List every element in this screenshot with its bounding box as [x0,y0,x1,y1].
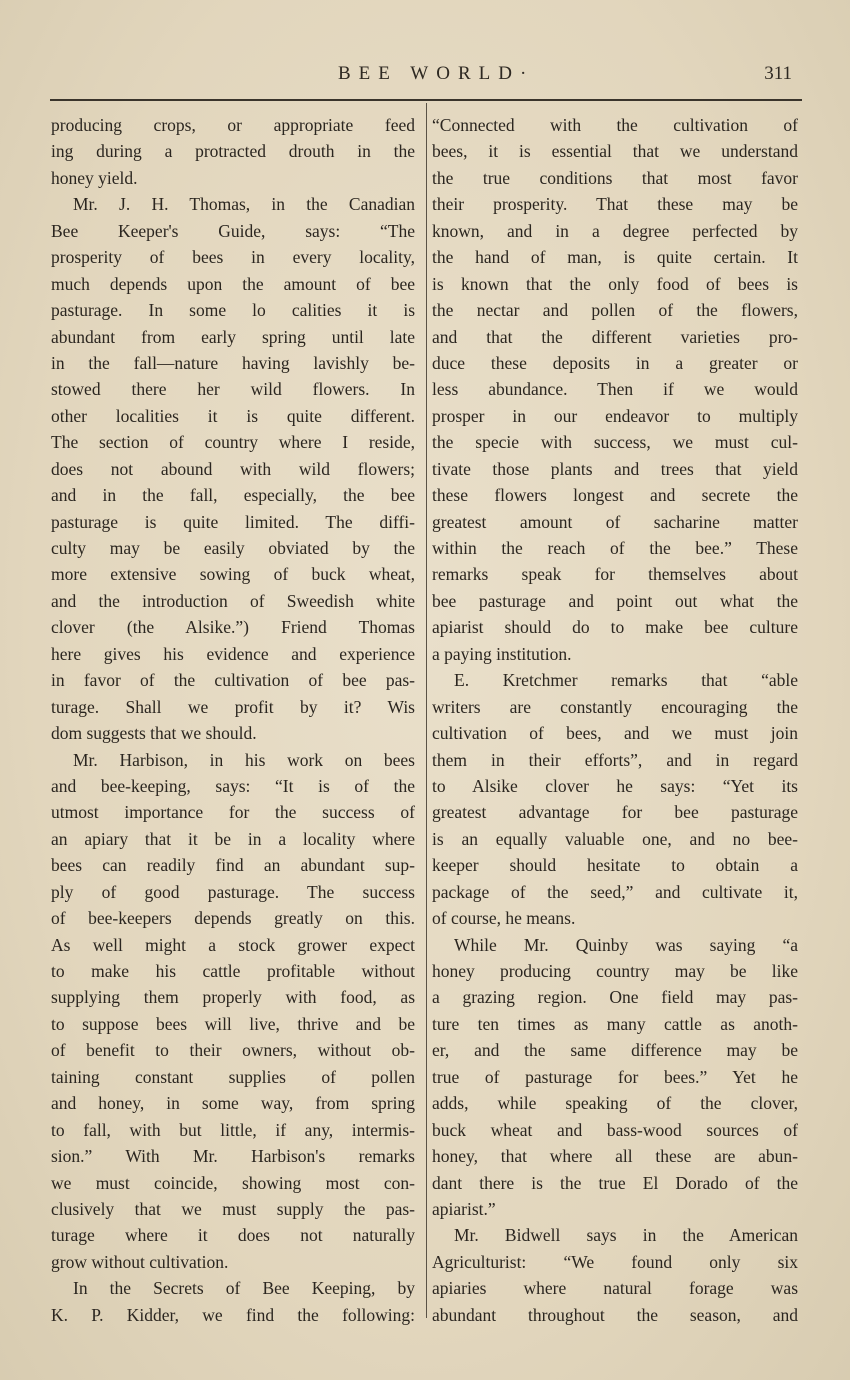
text-line: remarks speak for themselves about [432,564,798,585]
text-line: and bee-keeping, says: “It is of the [51,775,415,796]
text-line: K. P. Kidder, we find the following: [51,1304,415,1325]
text-line: here gives his evidence and experience [51,643,415,664]
text-line: the true conditions that most favor [432,167,798,188]
right-column [432,112,798,1328]
text-line: apiaries where natural forage was [432,1278,798,1299]
text-line: does not abound with wild flowers; [51,458,415,479]
text-line: prosperity of bees in every locality, [51,247,415,268]
header-rule [50,99,802,101]
text-line: ture ten times as many cattle as anoth- [432,1013,798,1034]
text-line: duce these deposits in a greater or [432,352,798,373]
text-line: In the Secrets of Bee Keeping, by [73,1278,415,1299]
text-line: known, and in a degree perfected by [432,220,798,241]
text-line: er, and the same difference may be [432,1040,798,1061]
text-line: and honey, in some way, from spring [51,1093,415,1114]
text-line: greatest advantage for bee pasturage [432,802,798,823]
text-line: of benefit to their owners, without ob- [51,1040,415,1061]
text-line: buck wheat and bass-wood sources of [432,1119,798,1140]
text-line: to fall, with but little, if any, intermis- [51,1119,415,1140]
text-line: clover (the Alsike.”) Friend Thomas [51,617,415,638]
text-line: grow without cultivation. [51,1251,229,1272]
text-line: apiarist.” [432,1198,496,1219]
text-line: clusively that we must supply the pas- [51,1198,415,1219]
text-line: these flowers longest and secrete the [432,485,798,506]
text-line: supplying them properly with food, as [51,987,415,1008]
text-line: their prosperity. That these may be [432,194,798,215]
text-line: a paying institution. [432,643,572,664]
text-line: abundant from early spring until late [51,326,415,347]
text-line: to make his cattle profitable without [51,961,415,981]
text-line: of bee-keepers depends greatly on this. [51,908,415,929]
page-number: 311 [764,63,792,84]
text-line: adds, while speaking of the clover, [432,1093,798,1114]
text-line: The section of country where I reside, [51,432,415,453]
text-line: Bee Keeper's Guide, says: “The [51,220,415,241]
text-line: cultivation of bees, and we must join [432,723,798,744]
text-line: and the introduction of Sweedish white [51,590,415,611]
text-line: to Alsike clover he says: “Yet its [432,775,798,796]
text-line: honey, that where all these are abun- [432,1146,798,1167]
text-line: While Mr. Quinby was saying “a [454,934,798,955]
text-line: them in their efforts”, and in regard [432,749,798,770]
column-divider [426,103,427,1318]
text-line: turage. Shall we profit by it? Wis [51,696,415,717]
text-line: other localities it is quite different. [51,405,415,426]
text-line: Agriculturist: “We found only six [432,1251,798,1272]
text-line: dom suggests that we should. [51,723,257,744]
text-line: and that the different varieties pro- [432,326,798,347]
text-line: bee pasturage and point out what the [432,590,798,611]
text-line: bees can readily find an abundant sup- [51,855,415,876]
text-line: greatest amount of sacharine matter [432,511,798,532]
text-line: ing during a protracted drouth in the [51,141,415,162]
text-line: is an equally valuable one, and no bee- [432,828,798,849]
text-line: an apiary that it be in a locality where [51,828,415,849]
text-line: Mr. Harbison, in his work on bees [73,749,415,770]
text-line: much depends upon the amount of bee [51,273,415,294]
text-line: less abundance. Then if we would [432,379,798,400]
text-line: sion.” With Mr. Harbison's remarks [51,1146,415,1167]
text-line: true of pasturage for bees.” Yet he [432,1066,798,1087]
text-line: in favor of the cultivation of bee pas- [51,670,415,691]
text-line: we must coincide, showing most con- [51,1172,415,1193]
text-line: Mr. J. H. Thomas, in the Canadian [73,194,415,215]
text-line: package of the seed,” and cultivate it, [432,881,798,902]
text-line: keeper should hesitate to obtain a [432,855,798,876]
text-line: of course, he means. [432,908,576,929]
text-line: “Connected with the cultivation of [432,115,798,135]
text-line: E. Kretchmer remarks that “able [454,670,798,691]
running-title: BEE WORLD· [338,63,535,84]
text-line: tivate those plants and trees that yield [432,458,798,479]
text-line: ply of good pasturage. The success [51,881,415,902]
text-line: turage where it does not naturally [51,1225,415,1246]
running-head [0,60,850,90]
text-line: in the fall—nature having lavishly be- [51,352,415,373]
text-line: stowed there her wild flowers. In [51,379,415,400]
text-line: dant there is the true El Dorado of the [432,1172,798,1193]
text-line: taining constant supplies of pollen [51,1066,415,1087]
text-line: writers are constantly encouraging the [432,696,798,717]
text-line: producing crops, or appropriate feed [51,115,415,135]
text-line: more extensive sowing of buck wheat, [51,564,415,585]
text-line: honey producing country may be like [432,961,798,981]
text-line: Mr. Bidwell says in the American [454,1225,798,1246]
text-line: utmost importance for the success of [51,802,415,823]
text-line: is known that the only food of bees is [432,273,798,294]
text-line: culty may be easily obviated by the [51,538,415,558]
text-line: pasturage. In some lo calities it is [51,300,415,321]
text-line: bees, it is essential that we understand [432,141,798,162]
text-line: a grazing region. One field may pas- [432,987,798,1008]
text-line: prosper in our endeavor to multiply [432,405,798,426]
text-line: and in the fall, especially, the bee [51,485,415,506]
text-line: the nectar and pollen of the flowers, [432,300,798,321]
text-line: the hand of man, is quite certain. It [432,247,798,268]
text-line: the specie with success, we must cul- [432,432,798,453]
text-line: within the reach of the bee.” These [432,538,798,558]
text-line: to suppose bees will live, thrive and be [51,1013,415,1034]
left-column [51,112,415,1328]
text-line: apiarist should do to make bee culture [432,617,798,638]
text-line: honey yield. [51,167,138,188]
text-line: As well might a stock grower expect [51,934,415,955]
text-line: pasturage is quite limited. The diffi- [51,511,415,532]
text-line: abundant throughout the season, and [432,1304,798,1325]
